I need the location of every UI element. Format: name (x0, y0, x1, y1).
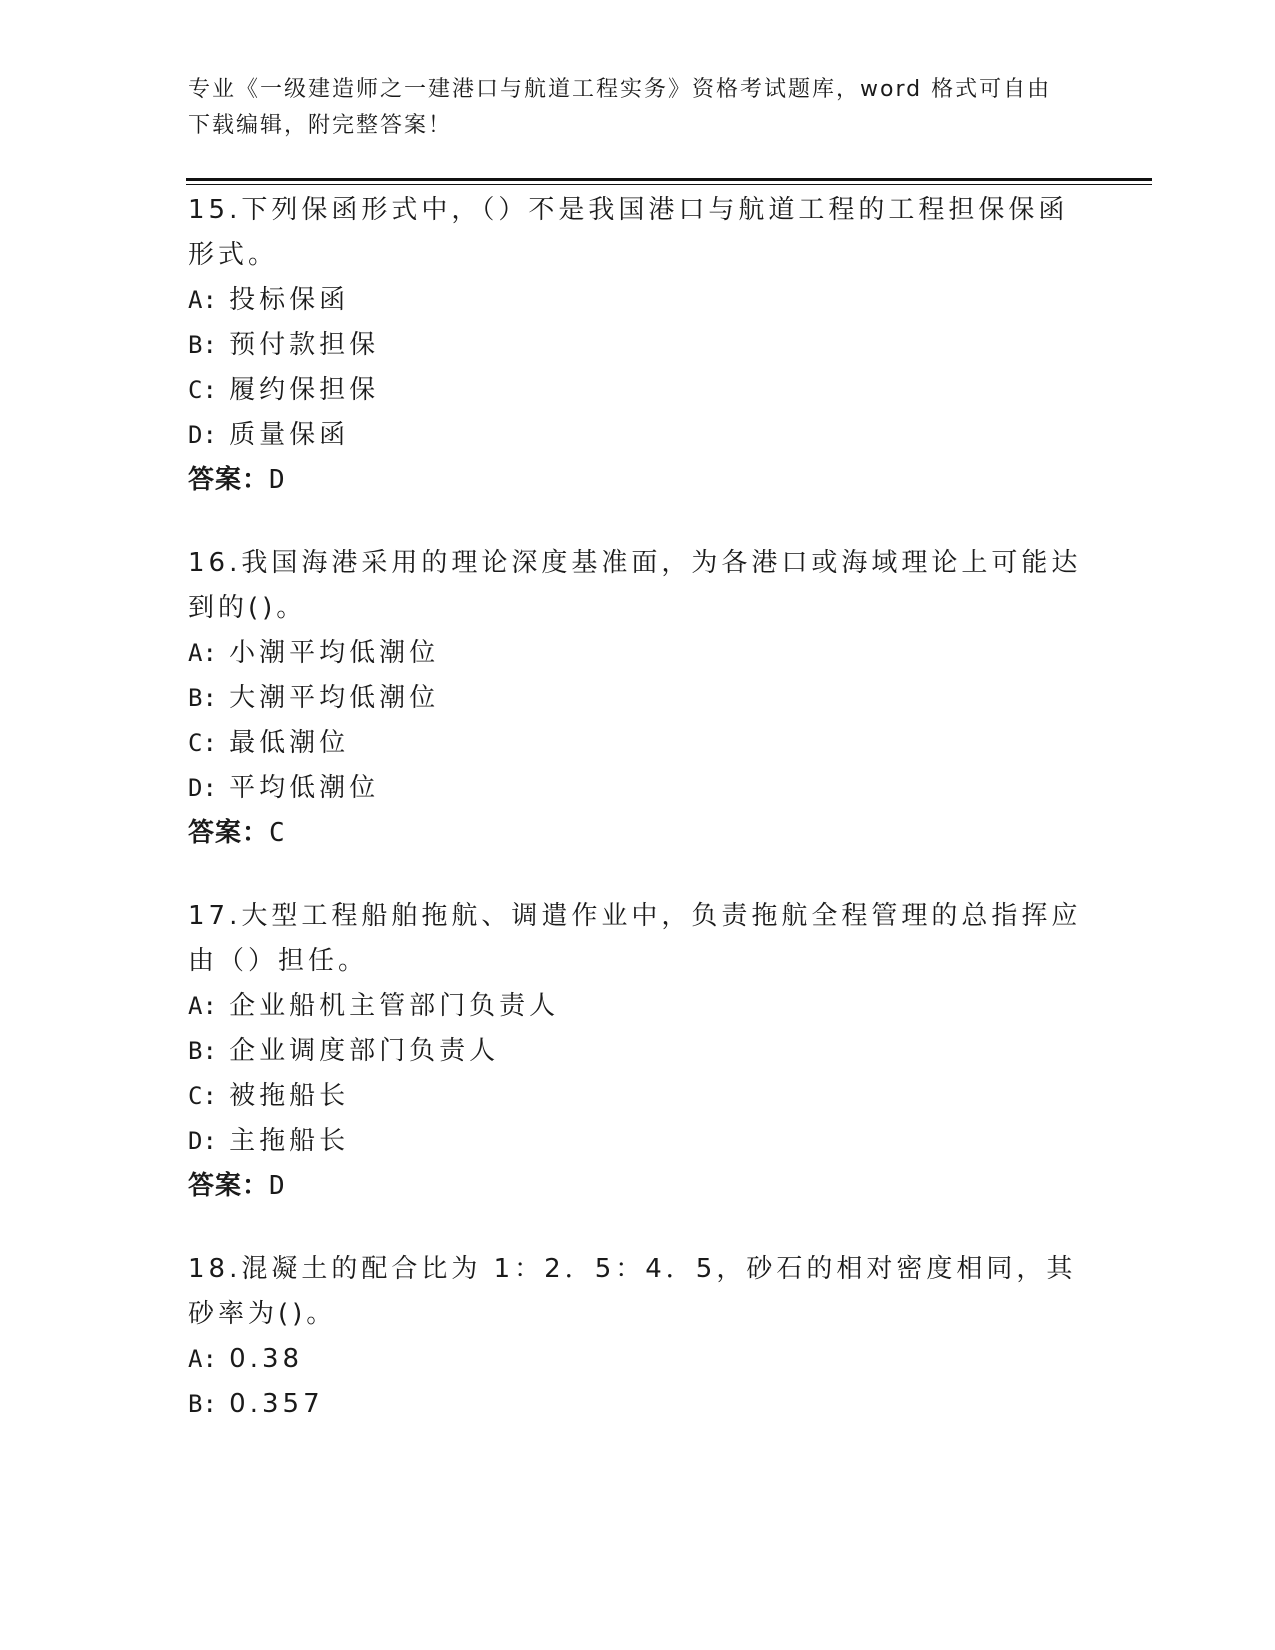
option-text: 被拖船长 (229, 1081, 350, 1111)
option-b (188, 1382, 1088, 1427)
answer (188, 811, 1088, 856)
option-a (188, 1337, 1088, 1382)
header-divider-thick (186, 178, 1152, 181)
option-a (188, 984, 1088, 1029)
option-text: 企业调度部门负责人 (229, 1036, 500, 1066)
option-text: 企业船机主管部门负责人 (229, 991, 560, 1021)
option-key: D: (188, 1127, 217, 1155)
option-a (188, 278, 1088, 323)
question-list (188, 188, 1088, 1465)
option-text: 投标保函 (229, 285, 350, 315)
option-text: 最低潮位 (229, 728, 350, 758)
option-d (188, 1119, 1088, 1164)
option-key: C: (188, 376, 217, 404)
option-key: B: (188, 1390, 217, 1418)
option-text: 主拖船长 (229, 1126, 350, 1156)
option-key: B: (188, 684, 217, 712)
option-key: C: (188, 1082, 217, 1110)
answer-value: D (269, 465, 286, 495)
option-key: A: (188, 286, 217, 314)
option-b (188, 1029, 1088, 1074)
answer (188, 1164, 1088, 1209)
option-text: 履约保担保 (229, 375, 380, 405)
question-18 (188, 1247, 1088, 1427)
answer (188, 458, 1088, 503)
option-key: D: (188, 774, 217, 802)
option-key: D: (188, 421, 217, 449)
question-17 (188, 894, 1088, 1209)
question-16 (188, 541, 1088, 856)
question-15 (188, 188, 1088, 503)
option-c (188, 1074, 1088, 1119)
header-divider-thin (186, 184, 1152, 185)
option-key: B: (188, 331, 217, 359)
option-key: A: (188, 992, 217, 1020)
question-stem: 15.下列保函形式中，（）不是我国港口与航道工程的工程担保保函形式。 (188, 195, 1069, 270)
option-d (188, 413, 1088, 458)
option-d (188, 766, 1088, 811)
option-text: 平均低潮位 (229, 773, 380, 803)
question-stem: 18.混凝土的配合比为 1：2．5：4．5，砂石的相对密度相同，其砂率为()。 (188, 1254, 1077, 1329)
option-b (188, 323, 1088, 368)
answer-label: 答案： (188, 818, 270, 848)
option-text: 大潮平均低潮位 (229, 683, 440, 713)
question-stem: 17.大型工程船舶拖航、调遣作业中，负责拖航全程管理的总指挥应由（）担任。 (188, 901, 1082, 976)
option-text: 质量保函 (229, 420, 350, 450)
option-text: 小潮平均低潮位 (229, 638, 440, 668)
option-c (188, 368, 1088, 413)
option-key: A: (188, 1345, 217, 1373)
document-header: 专业《一级建造师之一建港口与航道工程实务》资格考试题库，word 格式可自由下载编辑，附完整答案！ (188, 77, 1052, 138)
answer-value: D (269, 1171, 286, 1201)
answer-label: 答案： (188, 1171, 270, 1201)
option-key: C: (188, 729, 217, 757)
option-b (188, 676, 1088, 721)
option-text: 0.38 (229, 1344, 304, 1374)
option-key: A: (188, 639, 217, 667)
option-c (188, 721, 1088, 766)
option-key: B: (188, 1037, 217, 1065)
option-text: 0.357 (229, 1389, 324, 1419)
option-text: 预付款担保 (229, 330, 380, 360)
answer-value: C (269, 818, 286, 848)
answer-label: 答案： (188, 465, 270, 495)
question-stem: 16.我国海港采用的理论深度基准面，为各港口或海域理论上可能达到的()。 (188, 548, 1082, 623)
option-a (188, 631, 1088, 676)
